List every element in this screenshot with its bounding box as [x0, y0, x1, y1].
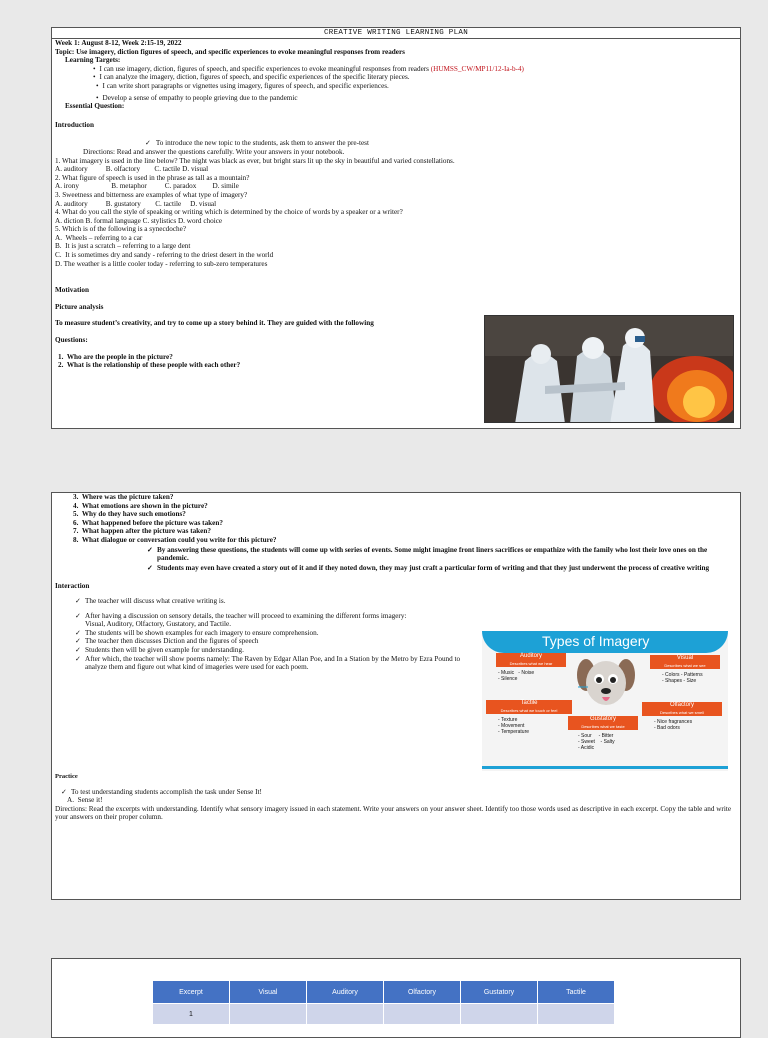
- practice-directions: Directions: Read the excerpts with understanding. Identify what sensory imagery issued in each statement. Write your answers on your answer sheet. Identify too those words used as descriptive in each excerpt. Copy the table and write your answers on their proper column.: [55, 804, 732, 822]
- column-header-auditory: Auditory: [307, 981, 384, 1004]
- visual-box: Visual Describes what we see: [650, 655, 720, 669]
- olfactory-box: Olfactory Describes what we smell: [642, 702, 722, 716]
- olfactory-items: - Nice fragrances - Bad odors: [654, 719, 693, 731]
- dog-illustration: [574, 653, 638, 713]
- answer-cell[interactable]: [461, 1004, 538, 1025]
- topic-label: Topic: [55, 47, 72, 56]
- interaction-item: ✓ The teacher will discuss what creative writing is.: [75, 596, 226, 605]
- table-header-row: [153, 981, 615, 1004]
- interaction-item: ✓ The teacher then discusses Diction and the figures of speech: [75, 637, 259, 646]
- target-item: • Develop a sense of empathy to people grieving due to the pandemic: [93, 94, 737, 103]
- answer-cell[interactable]: [230, 1004, 307, 1025]
- tactile-items: - Texture - Movement - Temperature: [498, 717, 530, 735]
- interaction-item: ✓ The students will be shown examples for each imagery to ensure comprehension.: [75, 628, 319, 637]
- picture-analysis-heading: Picture analysis: [55, 302, 104, 311]
- column-header-olfactory: Olfactory: [384, 981, 461, 1004]
- column-header-gustatory: Gustatory: [461, 981, 538, 1004]
- interaction-item: ✓ After having a discussion on sensory details, the teacher will proceed to examining the different forms imagery:: [75, 611, 407, 620]
- pretest-line: 3. Sweetness and bitterness are examples of what type of imagery?: [55, 190, 248, 199]
- question-item: 1. Who are the people in the picture?: [58, 352, 173, 361]
- answer-cell[interactable]: [307, 1004, 384, 1025]
- gustatory-box: Gustatory Describes what we taste: [568, 716, 638, 730]
- interaction-heading: Interaction: [55, 582, 90, 591]
- column-header-excerpt: Excerpt: [153, 981, 230, 1004]
- practice-check-item: ✓ To test understanding students accomplish the task under Sense It!: [61, 787, 262, 796]
- topic-line: [55, 48, 737, 57]
- auditory-items: - Music - Noise - Silence: [498, 670, 535, 682]
- motivation-heading: Motivation: [55, 286, 89, 295]
- table-row: [153, 1004, 615, 1025]
- imagery-list: Visual, Auditory, Olfactory, Gustatory, and Tactile.: [85, 620, 232, 629]
- learning-targets-heading: Learning Targets:: [65, 56, 121, 65]
- interaction-item: ✓ Students then will be given example for understanding.: [75, 645, 244, 654]
- target-item: • I can analyze the imagery, diction, figures of speech, and specific experiences of the specific literary pieces.: [93, 73, 737, 82]
- question-item: 6. What happened before the picture was taken?: [73, 518, 223, 527]
- target-item: • I can write short paragraphs or vignettes using imagery, figures of speech, and specific experiences.: [93, 82, 737, 91]
- pretest-line: A. irony B. metaphor C. paradox D. simile: [55, 182, 239, 191]
- answer-check-item: ✓ Students may even have created a story out of it and if they noted down, they may just craft a particular form of writing and that they just underwent the process of creative writing: [147, 563, 710, 572]
- answer-check-item: ✓ By answering these questions, the students will come up with series of events. Some might imagine front liners sacrifices or empathize with the family who lost their love ones on the pandemic.: [147, 545, 708, 563]
- auditory-box: Auditory Describes what we hear: [496, 653, 566, 667]
- pretest-line: 2. What figure of speech is used in the phrase as tall as a mountain?: [55, 173, 250, 182]
- page-1: [51, 27, 741, 429]
- answer-cell[interactable]: [538, 1004, 615, 1025]
- pretest-line: 1. What imagery is used in the line below? The night was black as ever, but bright stars lit up the sky in beautiful and varied constellations.: [55, 156, 455, 165]
- excerpt-number: 1: [153, 1004, 230, 1025]
- practice-heading: Practice: [55, 773, 78, 780]
- question-item: 4. What emotions are shown in the picture?: [73, 501, 208, 510]
- sense-it-label: A. Sense it!: [67, 796, 103, 805]
- visual-items: - Colors - Patterns - Shapes - Size: [662, 672, 703, 684]
- essential-question: Essential Question:: [65, 102, 125, 111]
- competency-code: (HUMSS_CW/MP11/12-Ia-b-4): [430, 64, 524, 73]
- pretest-line: C. It is sometimes dry and sandy - referring to the driest desert in the world: [55, 251, 274, 260]
- intro-check-item: ✓ To introduce the new topic to the students, ask them to answer the pre-test: [55, 139, 737, 148]
- answer-cell[interactable]: [384, 1004, 461, 1025]
- measure-line: To measure student’s creativity, and try to come up a story behind it. They are guided with the following: [55, 319, 374, 328]
- graphic-footer-bar: [482, 766, 728, 769]
- answer-table: [152, 980, 615, 1025]
- questions-heading: Questions:: [55, 336, 88, 345]
- column-header-tactile: Tactile: [538, 981, 615, 1004]
- pretest-line: A. Wheels – referring to a car: [55, 233, 143, 242]
- question-item: 8. What dialogue or conversation could you write for this picture?: [73, 535, 277, 544]
- plan-title: CREATIVE WRITING LEARNING PLAN: [52, 28, 740, 39]
- page-3: [51, 958, 741, 1038]
- pretest: [55, 148, 737, 268]
- pretest-line: D. The weather is a little cooler today - referring to sub-zero temperatures: [55, 259, 268, 268]
- pretest-line: Directions: Read and answer the questions carefully. Write your answers in your notebook.: [83, 147, 345, 156]
- pandemic-workers-photo: [484, 315, 734, 423]
- question-item: 3. Where was the picture taken?: [73, 493, 174, 501]
- week-line: Week 1: August 8-12, Week 2:15-19, 2022: [55, 39, 182, 47]
- tactile-box: Tactile Describes what we touch or feel: [486, 700, 572, 714]
- graphic-title: Types of Imagery: [542, 633, 650, 649]
- types-of-imagery-graphic: [482, 631, 728, 771]
- pretest-line: 5. Which is of the following is a synecdoche?: [55, 225, 187, 234]
- question-item: 7. What happen after the picture was taken?: [73, 527, 211, 536]
- page-2: [51, 492, 741, 900]
- column-header-visual: Visual: [230, 981, 307, 1004]
- pretest-line: A. auditory B. gustatory C. tactile D. visual: [55, 199, 217, 208]
- target-item: • I can use imagery, diction, figures of speech, and specific experiences to evoke meaningful responses from readers (HUMSS_CW/MP11/12-Ia-b-4): [93, 65, 737, 74]
- pretest-line: A. diction B. formal language C. stylistics D. word choice: [55, 216, 223, 225]
- pretest-line: A. auditory B. olfactory C. tactile D. visual: [55, 165, 209, 174]
- pretest-line: 4. What do you call the style of speaking or writing which is determined by the choice of words by a speaker or a writer?: [55, 208, 403, 217]
- learning-targets-list: [55, 65, 737, 102]
- pretest-line: B. It is just a scratch – referring to a large dent: [55, 242, 191, 251]
- question-item: 5. Why do they have such emotions?: [73, 510, 186, 519]
- topic-text: : Use imagery, diction figures of speech, and specific experiences to evoke meaningful responses from readers: [71, 47, 405, 56]
- question-item: 2. What is the relationship of these people with each other?: [58, 361, 241, 370]
- gustatory-items: - Sour - Bitter - Sweet - Salty - Acidic: [578, 733, 615, 751]
- interaction-item: ✓ After which, the teacher will show poems namely: The Raven by Edgar Allan Poe, and In a Station by the Metro by Ezra Pound to analyze them and figure out what kind of imageries were used for each poem.: [75, 654, 461, 672]
- introduction-heading: Introduction: [55, 120, 95, 129]
